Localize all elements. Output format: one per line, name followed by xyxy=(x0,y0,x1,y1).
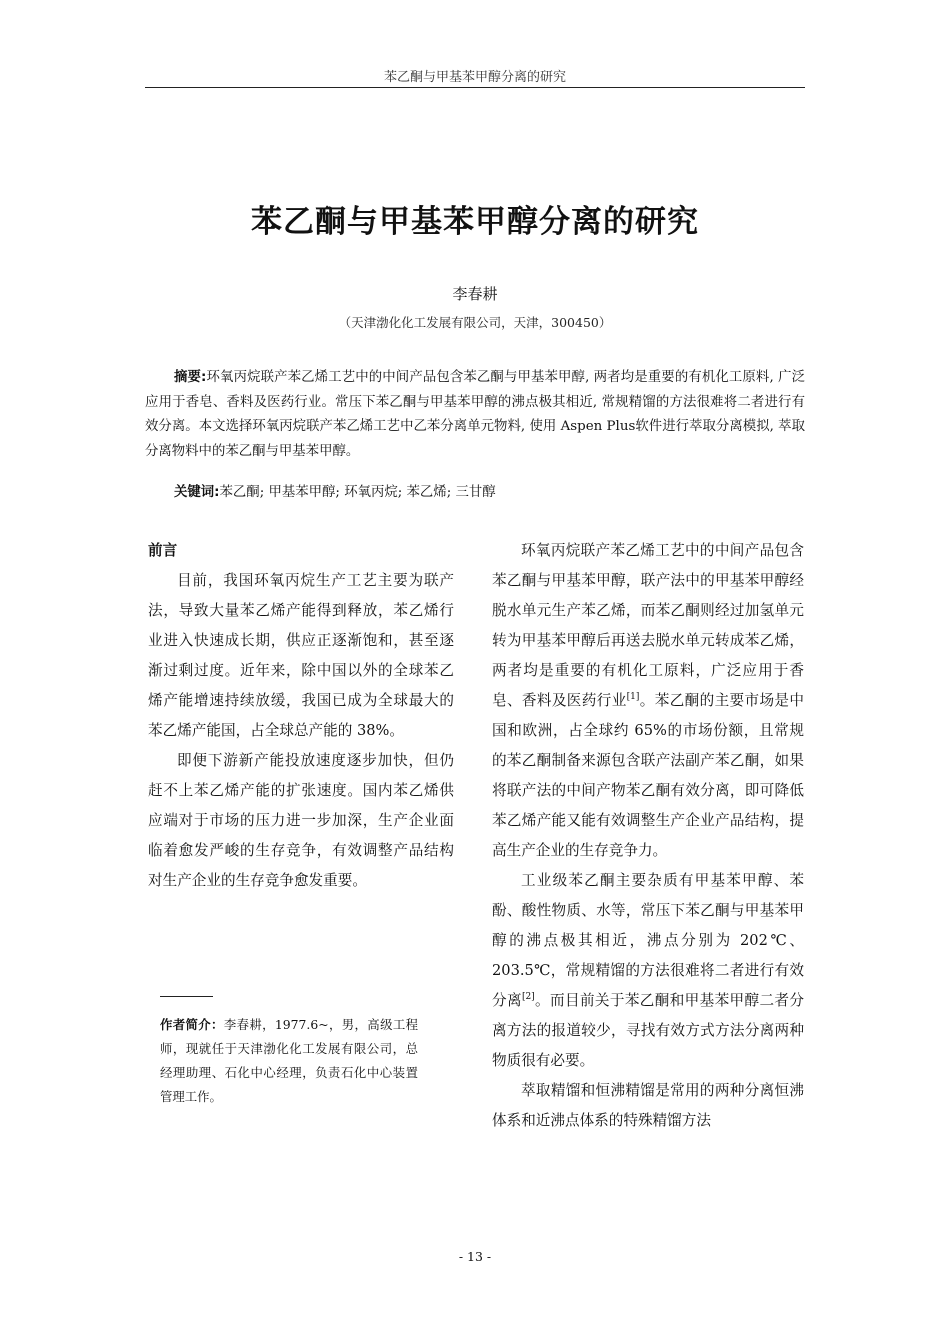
right-p2-text-b: 。而目前关于苯乙酮和甲基苯甲醇二者分离方法的报道较少，寻找有效方式方法分离两种物质很有必要。 xyxy=(492,992,804,1069)
author-affiliation: （天津渤化化工发展有限公司，天津，300450） xyxy=(338,315,612,330)
right-p2-text-a: 工业级苯乙酮主要杂质有甲基苯甲醇、苯酚、酸性物质、水等，常压下苯乙酮与甲基苯甲醇的沸点极其相近，沸点分别为 202℃、203.5℃，常规精馏的方法很难将二者进行有效分离 xyxy=(492,872,804,1009)
page-number: - 13 - xyxy=(458,1249,492,1264)
keywords-text: 苯乙酮; 甲基苯甲醇; 环氧丙烷; 苯乙烯; 三甘醇 xyxy=(219,485,496,500)
left-paragraph-1: 目前，我国环氧丙烷生产工艺主要为联产法，导致大量苯乙烯产能得到释放，苯乙烯行业进入快速成长期，供应正逐渐饱和，甚至逐渐过剩过度。近年来，除中国以外的全球苯乙烯产能增速持续放缓，我国已成为全球最大的苯乙烯产能国，占全球总产能的 38%。 xyxy=(148,572,454,739)
author-name: 李春耕 xyxy=(452,285,498,303)
author-footnote xyxy=(160,1013,418,1109)
paper-title: 苯乙酮与甲基苯甲醇分离的研究 xyxy=(251,204,699,240)
left-column xyxy=(148,536,454,896)
section-title: 前言 xyxy=(148,542,178,559)
right-column xyxy=(492,536,804,1136)
abstract xyxy=(145,366,805,464)
keywords-label: 关键词: xyxy=(174,485,220,500)
header-rule xyxy=(145,87,805,88)
right-paragraph-2 xyxy=(492,866,804,1076)
abstract-text: 环氧丙烷联产苯乙烯工艺中的中间产品包含苯乙酮与甲基苯甲醇, 两者均是重要的有机化工原料, 广泛应用于香皂、香料及医药行业。常压下苯乙酮与甲基苯甲醇的沸点极其相近, 常规精馏的方法很难将二者进行有效分离。本文选择环氧丙烷联产苯乙烯工艺中乙苯分离单元物料, 使用 Aspen Plus软件进行萃取分离模拟, 萃取分离物料中的苯乙酮与甲基苯甲醇。 xyxy=(145,370,806,459)
abstract-label: 摘要: xyxy=(174,370,207,385)
right-p1-text-a: 环氧丙烷联产苯乙烯工艺中的中间产品包含苯乙酮与甲基苯甲醇，联产法中的甲基苯甲醇经脱水单元生产苯乙烯，而苯乙酮则经过加氢单元转为甲基苯甲醇后再送去脱水单元转成苯乙烯，两者均是重要的有机化工原料，广泛应用于香皂、香料及医药行业 xyxy=(492,542,804,709)
right-paragraph-3: 萃取精馏和恒沸精馏是常用的两种分离恒沸体系和近沸点体系的特殊精馏方法 xyxy=(492,1082,804,1129)
running-header: 苯乙酮与甲基苯甲醇分离的研究 xyxy=(383,70,566,85)
keywords xyxy=(145,481,805,505)
citation-2: [2] xyxy=(521,992,535,1002)
footnote-text: 李春耕，1977.6~，男，高级工程师，现就任于天津渤化化工发展有限公司，总经理助理、石化中心经理，负责石化中心装置管理工作。 xyxy=(160,1017,418,1104)
footnote-rule xyxy=(160,996,213,997)
left-paragraph-2: 即便下游新产能投放速度逐步加快，但仍赶不上苯乙烯产能的扩张速度。国内苯乙烯供应端对于市场的压力进一步加深，生产企业面临着愈发严峻的生存竞争，有效调整产品结构对生产企业的生存竞争愈发重要。 xyxy=(148,752,454,889)
footnote-label: 作者简介： xyxy=(160,1017,224,1032)
right-paragraph-1 xyxy=(492,536,804,866)
right-p1-text-b: 。苯乙酮的主要市场是中国和欧洲，占全球约 65%的市场份额，且常规的苯乙酮制备来源包含联产法副产苯乙酮，如果将联产法的中间产物苯乙酮有效分离，即可降低苯乙烯产能又能有效调整生产企业产品结构，提高生产企业的生存竞争力。 xyxy=(492,692,804,859)
citation-1: [1] xyxy=(626,692,640,702)
